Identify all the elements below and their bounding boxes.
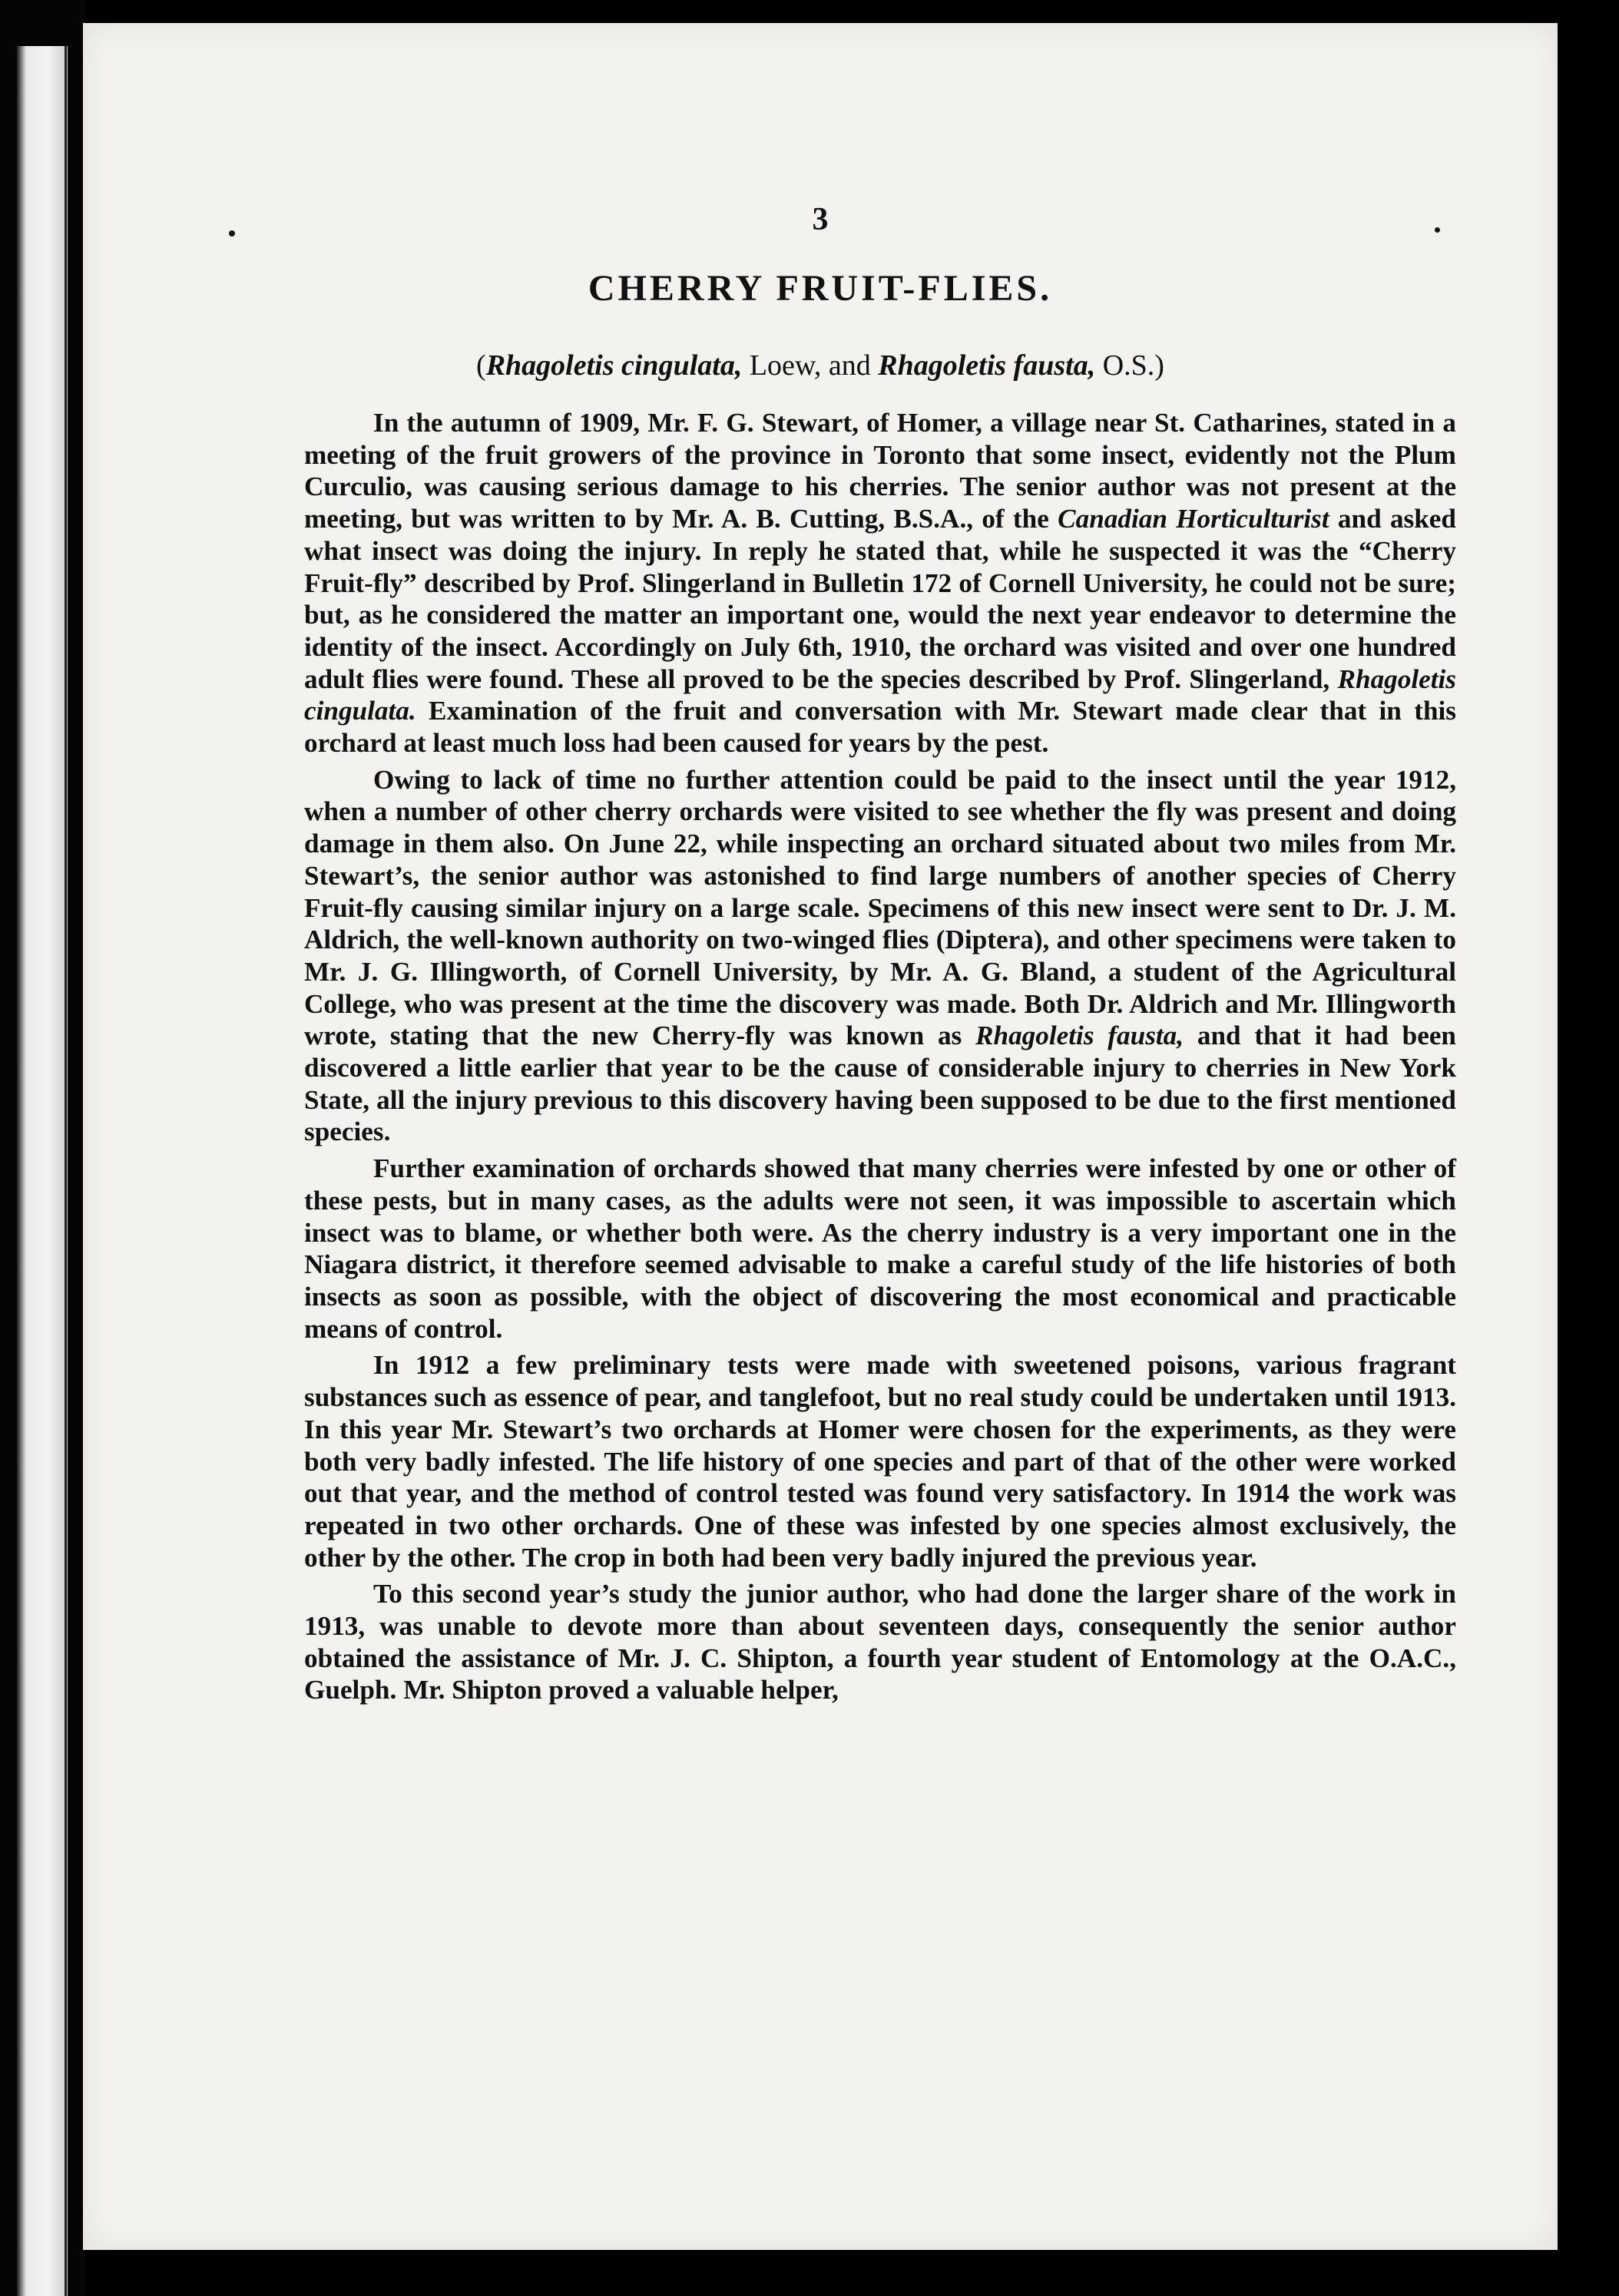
author-loew: Loew, and xyxy=(742,349,879,382)
species-subtitle xyxy=(83,349,1558,382)
body-paragraph xyxy=(304,1153,1456,1345)
body-paragraph xyxy=(304,1349,1456,1573)
subtitle-open-paren: ( xyxy=(476,349,486,382)
italic-term: Rhagoletis fausta, xyxy=(975,1021,1184,1051)
adjacent-page-strip xyxy=(17,46,68,2296)
body-paragraph xyxy=(304,764,1456,1148)
page-title: CHERRY FRUIT-FLIES. xyxy=(588,268,1053,309)
scan-left-edge xyxy=(0,0,84,2296)
paragraph-text: In 1912 a few preliminary tests were made with sweetened poisons, various fragrant substances such as essence of pear, and tanglefoot, but no real study could be undertaken until 1913. In this year Mr. Stewart’s two orchards at Homer were chosen for the experiments, as they were both very badly infested. The life history of one species and part of that of the other were worked out that year, and the method of control tested was found very satisfactory. In 1914 the work was repeated in two other orchards. One of these was infested by one species almost exclusively, the other by the other. The crop in both had been very badly injured the previous year. xyxy=(304,1350,1456,1573)
paragraph-text: In the autumn of 1909, Mr. F. G. Stewart, of Homer, a village near St. Catharines, stated in a meeting of the fruit growers of the province in Toronto that some insect, evidently not the Plum Curculio, was causing serious damage to his cherries. The senior author was not present at the meeting, but was written to by Mr. A. B. Cutting, B.S.A., of the xyxy=(304,408,1456,534)
italic-term: Rhagoletis cingulata. xyxy=(304,663,1456,726)
species-name-fausta: Rhagoletis fausta, xyxy=(878,349,1096,382)
body-paragraph xyxy=(304,1578,1456,1706)
page-gutter-line xyxy=(65,46,67,2296)
paragraph-text: Further examination of orchards showed that many cherries were infested by one or other of these pests, but in many cases, as the adults were not seen, it was impossible to ascertain which insect was to blame, or whether both were. As the cherry industry is a very important one in the Niagara district, it therefore seemed advisable to make a careful study of the life histories of both insects as soon as possible, with the object of discovering the most economical and practicable means of control. xyxy=(304,1153,1456,1344)
paragraph-text: and asked what insect was doing the injury. In reply he stated that, while he suspected it was the “Cherry Fruit-fly” described by Prof. Slingerland in Bulletin 172 of Cornell University, he could not be sure; but, as he considered the matter an important one, would the next year endeavor to determine the identity of the insect. Accordingly on July 6th, 1910, the orchard was visited and over one hundred adult flies were found. These all proved to be the species described by Prof. Slingerland, xyxy=(304,504,1456,694)
species-name-cingulata: Rhagoletis cingulata, xyxy=(485,349,743,382)
italic-term: Canadian Horticulturist xyxy=(1058,504,1329,534)
paragraph-text: Examination of the fruit and conversation with Mr. Stewart made clear that in this orchard at least much loss had been caused for years by the pest. xyxy=(304,696,1456,759)
paragraph-text: and that it had been discovered a little earlier that year to be the cause of considerable injury to cherries in New York State, all the injury previous to this discovery having been supposed to be due to the first mentioned species. xyxy=(304,1021,1457,1147)
paragraph-text: To this second year’s study the junior author, who had done the larger share of the work in 1913, was unable to devote more than about seventeen days, consequently the senior author obtained the assistance of Mr. J. C. Shipton, a fourth year student of Entomology at the O.A.C., Guelph. Mr. Shipton proved a valuable helper, xyxy=(304,1579,1456,1705)
paragraph-text: Owing to lack of time no further attention could be paid to the insect until the year 1912, when a number of other cherry orchards were visited to see whether the fly was present and doing damage in them also. On June 22, while inspecting an orchard situated about two miles from Mr. Stewart’s, the senior author was astonished to find large numbers of another species of Cherry Fruit-fly causing similar injury on a large scale. Specimens of this new insect were sent to Dr. J. M. Aldrich, the well-known authority on two-winged flies (Diptera), and other specimens were taken to Mr. J. G. Illingworth, of Cornell University, by Mr. A. G. Bland, a student of the Agricultural College, who was present at the time the discovery was made. Both Dr. Aldrich and Mr. Illingworth wrote, stating that the new Cherry-fly was known as xyxy=(304,764,1456,1051)
document-page xyxy=(83,23,1558,2250)
scan-speck xyxy=(1435,227,1440,233)
body-paragraph xyxy=(304,407,1456,759)
body-text xyxy=(304,407,1456,1711)
author-os: O.S.) xyxy=(1095,349,1164,382)
scan-speck xyxy=(229,230,235,237)
page-number: 3 xyxy=(812,202,829,237)
